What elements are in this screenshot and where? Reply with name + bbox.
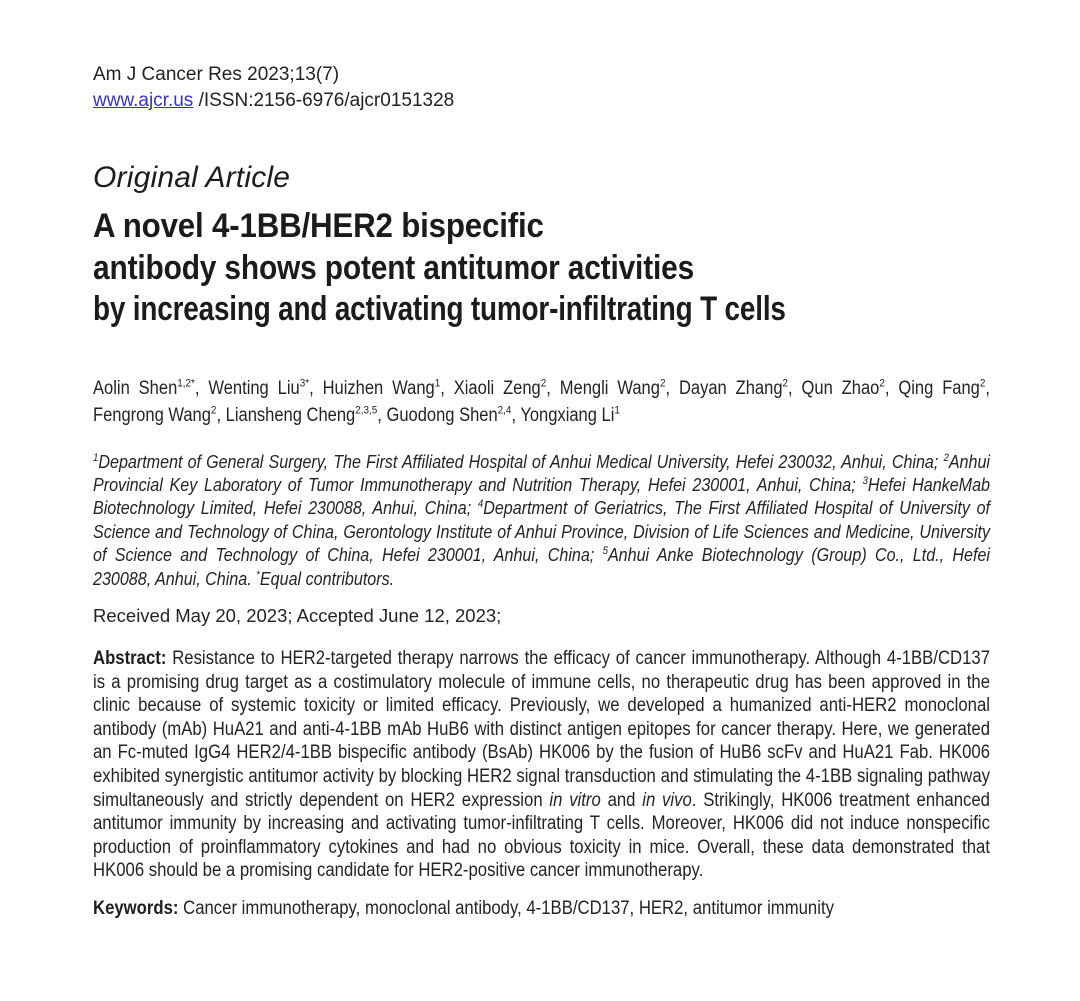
- article-title: [93, 206, 990, 331]
- affiliations-paragraph: $^1$Department of General Surgery, The First Affiliated Hospital of Anhui Medical University, Hefei 230032, Anhui, China; $^2$Anhui Provincial Key Laboratory of Tumor Immunotherapy and Nutrition Therapy, Hefei 230001, Anhui, China; $^3$Hefei HankeMab Biotechnology Limited, Hefei 230088, Anhui, China; $^4$Department of Geriatrics, The First Affiliated Hospital of University of Science and Technology of China, Gerontology Institute of Anhui Province, Division of Life Sciences and Medicine, University of Science and Technology of China, Hefei 230001, Anhui, China; $^5$Anhui Anke Biotechnology (Group) Co., Ltd., Hefei 230088, Anhui, China. *Equal contributors.: [93, 450, 990, 589]
- issn-text: /ISSN:2156-6976/ajcr0151328: [193, 90, 455, 111]
- journal-url-line: [93, 88, 990, 114]
- journal-url-link[interactable]: www.ajcr.us: [93, 90, 194, 111]
- abstract-paragraph: Abstract: Resistance to HER2-targeted therapy narrows the efficacy of cancer immunotherapy. Although 4-1BB/CD137 is a promising drug target as a costimulatory molecule of immune cells, no therapeutic drug has been approved in the clinic because of systemic toxicity or limited efficacy. Previously, we developed a humanized anti-HER2 monoclonal antibody (mAb) HuA21 and anti-4-1BB mAb HuB6 with distinct antigen epitopes for cancer therapy. Here, we generated an Fc-muted IgG4 HER2/4-1BB bispecific antibody (BsAb) HK006 by the fusion of HuB6 scFv and HuA21 Fab. HK006 exhibited synergistic antitumor activity by blocking HER2 signal transduction and stimulating the 4-1BB signaling pathway simultaneously and strictly dependent on HER2 expression in vitro and in vivo. Strikingly, HK006 treatment enhanced antitumor immunity by increasing and activating tumor-infiltrating T cells. Moreover, HK006 did not induce nonspecific production of proinflammatory cytokines and had no obvious toxicity in mice. Overall, these data demonstrated that HK006 should be a promising candidate for HER2-positive cancer immunotherapy.: [93, 647, 990, 882]
- authors-line: Aolin Shen$^{1,2*}$, Wenting Liu$^{3*}$, Huizhen Wang$^1$, Xiaoli Zeng$^2$, Mengli Wang$^2$, Dayan Zhang$^2$, Qun Zhao$^2$, Qing Fang$^2$, Fengrong Wang$^2$, Liansheng Cheng$^{2,3,5}$, Guodong Shen$^{2,4}$, Yongxiang Li$^1$: [93, 377, 990, 426]
- title-line-1: A novel 4-1BB/HER2 bispecific: [93, 207, 544, 245]
- keywords-line: Keywords: Cancer immunotherapy, monoclonal antibody, 4-1BB/CD137, HER2, antitumor immunity: [93, 897, 834, 919]
- title-line-2: antibody shows potent antitumor activities: [93, 248, 695, 287]
- received-accepted-dates: Received May 20, 2023; Accepted June 12, 2023;: [93, 604, 502, 626]
- journal-header: [93, 62, 990, 114]
- article-type-label: Original Article: [93, 161, 291, 194]
- journal-citation: Am J Cancer Res 2023;13(7): [93, 64, 340, 85]
- title-line-3: by increasing and activating tumor-infiltrating T cells: [93, 290, 786, 328]
